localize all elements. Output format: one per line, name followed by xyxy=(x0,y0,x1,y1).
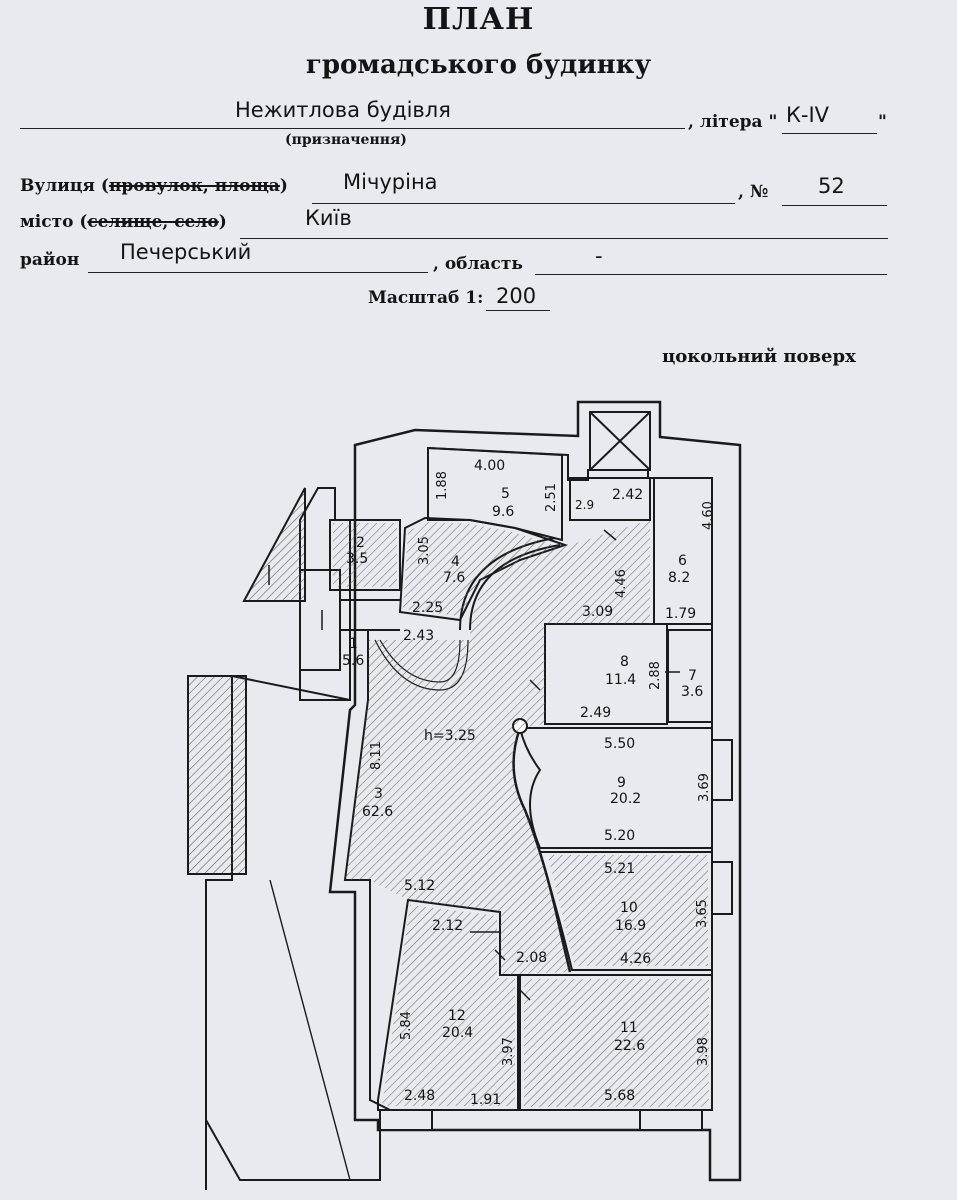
number-value: 52 xyxy=(818,174,845,198)
svg-text:2.49: 2.49 xyxy=(580,705,612,721)
street-strike: провулок, площа xyxy=(108,176,280,196)
room-10-number: 10 xyxy=(620,900,638,916)
room-12-number: 12 xyxy=(448,1008,466,1024)
svg-text:2.25: 2.25 xyxy=(412,600,444,616)
svg-text:2.12: 2.12 xyxy=(432,918,464,934)
svg-text:2.48: 2.48 xyxy=(404,1088,436,1104)
svg-text:2.42: 2.42 xyxy=(612,487,644,503)
room-8-area: 11.4 xyxy=(605,672,637,688)
room-9-area: 20.2 xyxy=(610,791,642,807)
room-6-number: 6 xyxy=(678,553,687,569)
room-3-area: 62.6 xyxy=(362,804,394,820)
purpose-value: Нежитлова будівля xyxy=(235,98,451,122)
svg-text:4.26: 4.26 xyxy=(620,951,652,967)
svg-text:5.21: 5.21 xyxy=(604,861,636,877)
room-2-area: 3.5 xyxy=(346,551,369,567)
city-label: місто (селище, село) xyxy=(20,212,227,232)
height-note: h=3.25 xyxy=(424,728,476,744)
svg-text:2.43: 2.43 xyxy=(403,628,435,644)
svg-text:3.97: 3.97 xyxy=(501,1037,516,1066)
district-value: Печерський xyxy=(120,240,252,264)
svg-text:1.88: 1.88 xyxy=(435,471,450,500)
room-7-area: 3.6 xyxy=(681,684,704,700)
svg-text:4.60: 4.60 xyxy=(701,501,716,530)
svg-text:3.09: 3.09 xyxy=(582,604,614,620)
purpose-hint: (призначення) xyxy=(285,132,407,148)
litera-close: " xyxy=(878,112,887,132)
page-subtitle: громадського будинку xyxy=(305,50,652,80)
svg-text:3.05: 3.05 xyxy=(417,536,432,565)
street-label: Вулиця (провулок, площа) xyxy=(20,176,288,196)
room-7-number: 7 xyxy=(688,668,697,684)
room-5-number: 5 xyxy=(501,486,510,502)
page-title: ПЛАН xyxy=(422,2,535,37)
room-8-number: 8 xyxy=(620,654,629,670)
scale-label: Масштаб 1: xyxy=(368,288,484,308)
svg-text:5.12: 5.12 xyxy=(404,878,436,894)
city-value: Київ xyxy=(305,206,352,230)
room-4-number: 4 xyxy=(451,554,460,570)
room-12-area: 20.4 xyxy=(442,1025,474,1041)
svg-text:2.88: 2.88 xyxy=(648,661,663,690)
svg-text:2.51: 2.51 xyxy=(544,483,559,512)
scale-value: 200 xyxy=(496,284,537,308)
room-3-number: 3 xyxy=(374,786,383,802)
svg-text:3.98: 3.98 xyxy=(696,1037,711,1066)
svg-text:5.68: 5.68 xyxy=(604,1088,636,1104)
floor-label: цокольний поверх xyxy=(662,346,856,367)
litera-value: К-IV xyxy=(786,103,830,127)
litera-label: , літера " xyxy=(688,112,778,132)
room-1-number: 1 xyxy=(349,636,358,652)
svg-text:5.84: 5.84 xyxy=(399,1011,414,1040)
svg-text:5.50: 5.50 xyxy=(604,736,636,752)
svg-text:2.9: 2.9 xyxy=(575,498,595,512)
number-label: , № xyxy=(738,182,769,202)
district-label: район xyxy=(20,250,80,270)
city-strike: селище, село xyxy=(87,212,219,232)
room-10-area: 16.9 xyxy=(615,918,647,934)
room-9-number: 9 xyxy=(617,775,626,791)
room-2-number: 2 xyxy=(356,535,365,551)
svg-text:3.65: 3.65 xyxy=(695,899,710,928)
svg-text:4.00: 4.00 xyxy=(474,458,506,474)
street-value: Мічуріна xyxy=(343,170,438,194)
room-6-area: 8.2 xyxy=(668,570,691,586)
room-11-number: 11 xyxy=(620,1020,638,1036)
svg-text:8.11: 8.11 xyxy=(369,741,384,770)
room-5-area: 9.6 xyxy=(492,504,515,520)
svg-text:5.20: 5.20 xyxy=(604,828,636,844)
svg-text:4.46: 4.46 xyxy=(614,569,629,598)
room-4-area: 7.6 xyxy=(443,570,466,586)
region-label: , область xyxy=(433,254,523,274)
svg-text:1.91: 1.91 xyxy=(470,1092,502,1108)
region-value: - xyxy=(595,244,603,268)
room-11-area: 22.6 xyxy=(614,1038,646,1054)
room-1-area: 5.6 xyxy=(342,653,365,669)
svg-text:2.08: 2.08 xyxy=(516,950,548,966)
svg-text:1.79: 1.79 xyxy=(665,606,697,622)
svg-text:3.69: 3.69 xyxy=(697,773,712,802)
